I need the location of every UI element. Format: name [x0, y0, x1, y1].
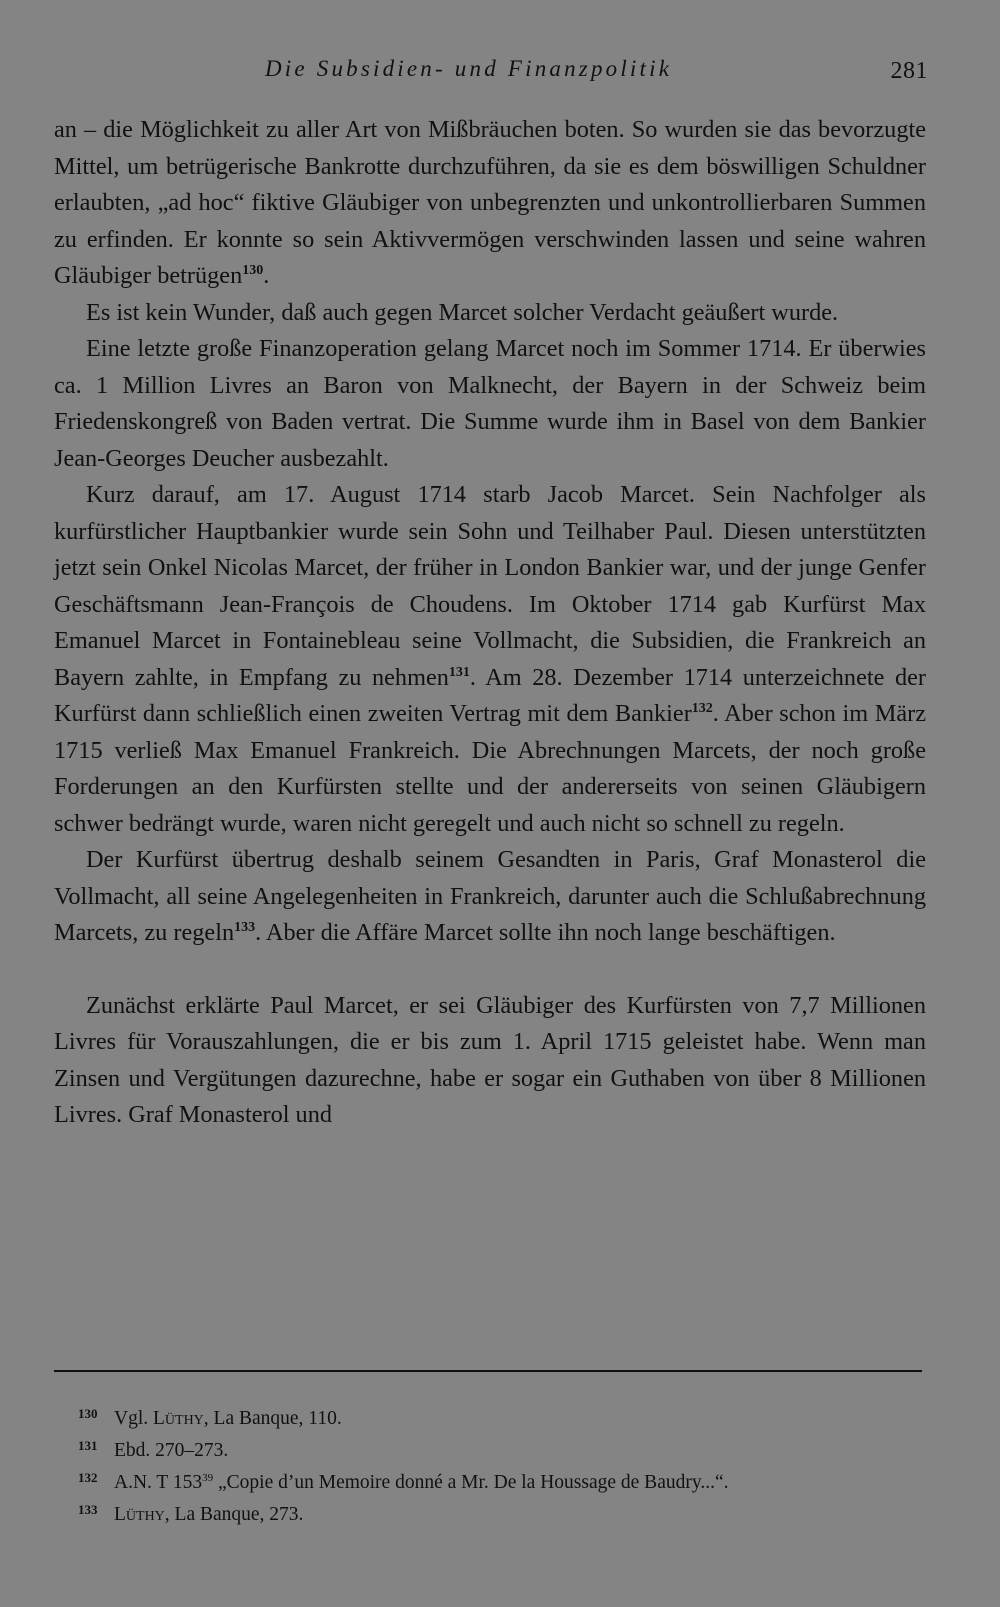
footnote-number: 132 — [78, 1470, 98, 1485]
text-run: . — [263, 262, 270, 289]
text-run: . Am 28. Dezember 1714 unterzeichnete der Kurfürst dann schließlich einen zweiten Vertrag mit dem Bankier — [54, 663, 926, 727]
text-run: Kurz darauf, am 17. August 1714 starb Jacob Marcet. Sein Nachfolger als kurfürstlicher Hauptbankier wurde sein Sohn und Teilhaber Paul. Diesen unterstützten jetzt sein Onkel Nicolas Marcet, der früher in London Bankier war, und der junge Genfer Geschäftsmann Jean-François de Choudens. Im Oktober 1714 gab Kurfürst Max Emanuel Marcet in Fontainebleau seine Vollmacht, die Subsidien, die Frankreich an Bayern zahlte, in Empfang zu nehmen — [54, 481, 926, 691]
text-run: Der Kurfürst übertrug deshalb seinem Gesandten in Paris, Graf Monasterol die Vollmacht, all seine Angelegenheiten in Frankreich, darunter auch die Schlußabrechnung Marcets, zu regeln — [54, 846, 926, 946]
paragraph — [54, 331, 926, 477]
text-run: . Aber schon im März 1715 verließ Max Emanuel Frankreich. Die Abrechnungen Marcets, der noch große Forderungen an den Kurfürsten stellte und der andererseits von seinen Gläubigern schwer bedrängt wurde, waren nicht geregelt und auch nicht so schnell zu regeln. — [54, 700, 926, 837]
footnote-number: 133 — [78, 1502, 98, 1517]
footnote-text: A.N. T 153 — [114, 1472, 203, 1493]
footnote-reference[interactable]: 132 — [691, 701, 713, 716]
footnotes — [78, 1400, 938, 1528]
footnote — [78, 1464, 938, 1496]
footnote — [78, 1432, 938, 1464]
text-run: Eine letzte große Finanzoperation gelang Marcet noch im Sommer 1714. Er überwies ca. 1 Million Livres an Baron von Malknecht, der Bayern in der Schweiz beim Friedenskongreß von Baden vertrat. Die Summe wurde ihm in Basel von dem Bankier Jean-Georges Deucher ausbezahlt. — [54, 335, 926, 472]
footnote-text: Ebd. 270–273. — [114, 1440, 229, 1461]
footnote-number: 130 — [78, 1406, 98, 1421]
text-run: an – die Möglichkeit zu aller Art von Mißbräuchen boten. So wurden sie das bevorzugte Mittel, um betrügerische Bankrotte durchzuführen, da sie es dem böswilligen Schuldner erlaubten, „ad hoc“ fiktive Gläubiger von unbegrenzten und unkontrollierbaren Summen zu erfinden. Er konnte so sein Aktivvermögen verschwinden lassen und seine wahren Gläubiger betrügen — [54, 116, 926, 289]
paragraph — [54, 295, 926, 332]
body-text — [54, 112, 926, 1134]
text-run: . Aber die Affäre Marcet sollte ihn noch lange beschäftigen. — [255, 919, 836, 946]
paragraph — [54, 112, 926, 295]
footnote-text: , La Banque, 110. — [203, 1408, 342, 1429]
footnote — [78, 1496, 938, 1528]
running-head: Die Subsidien- und Finanzpolitik — [265, 56, 673, 81]
footnote-reference[interactable]: 130 — [242, 263, 264, 278]
footnote-rule — [54, 1370, 922, 1372]
footnote-text: , La Banque, 273. — [164, 1504, 304, 1525]
footnote-reference[interactable]: 131 — [448, 664, 470, 680]
text-run: Es ist kein Wunder, daß auch gegen Marcet solcher Verdacht geäußert wurde. — [86, 298, 839, 326]
text-run: Zunächst erklärte Paul Marcet, er sei Gläubiger des Kurfürsten von 7,7 Millionen Livres für Vorauszahlungen, die er bis zum 1. April 1715 geleistet habe. Wenn man Zinsen und Vergütungen dazurechne, habe er sogar ein Guthaben von über 8 Millionen Livres. Graf Monasterol und — [54, 991, 926, 1128]
author-name: Lüthy — [114, 1504, 165, 1525]
paragraph — [54, 477, 926, 842]
footnote-text: Vgl. — [114, 1408, 153, 1429]
page-number: 281 — [890, 58, 928, 84]
paragraph — [54, 988, 926, 1134]
paragraph — [54, 842, 926, 952]
footnote — [78, 1400, 938, 1432]
author-name: Lüthy — [153, 1408, 204, 1429]
footnote-text: „Copie d’un Memoire donné a Mr. De la Houssage de Baudry...“. — [213, 1472, 729, 1493]
footnote-number: 131 — [78, 1438, 98, 1453]
footnote-reference[interactable]: 133 — [234, 920, 256, 935]
superscript: 39 — [202, 1472, 214, 1484]
